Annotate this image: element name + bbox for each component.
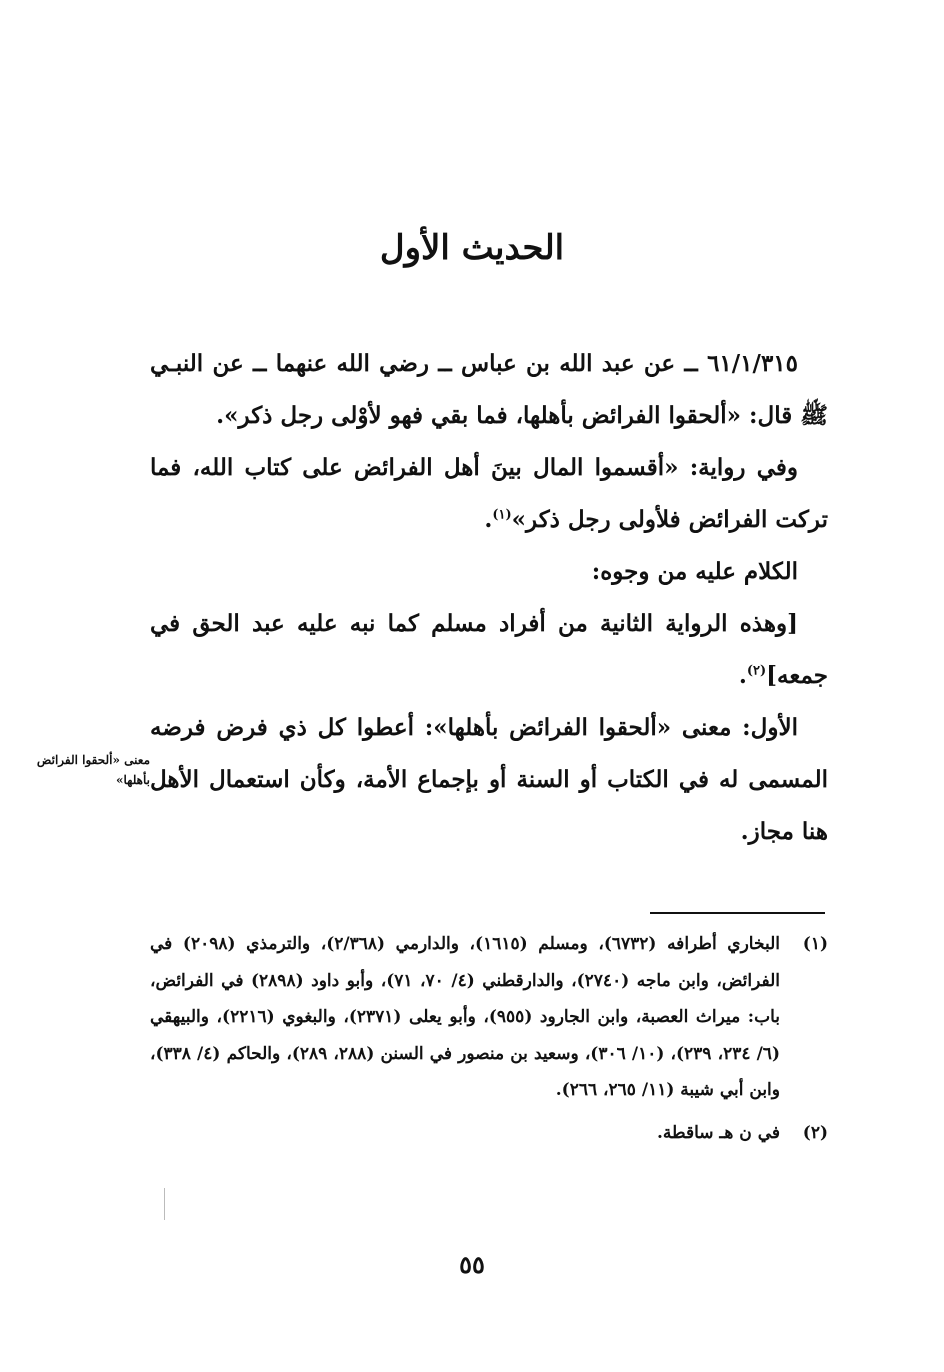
footnote-1	[150, 926, 828, 1109]
first-aspect-paragraph: الأول: معنى «ألحقوا الفرائض بأهلها»: أعطوا كل ذي فرض فرضه المسمى له في الكتاب أو السنة أو بإجماع الأمة، وكأن استعمال الأهل هنا مجاز.	[150, 714, 828, 845]
bracket-paragraph	[150, 598, 828, 702]
footnote-ref-1[interactable]: (١)	[492, 507, 512, 523]
aspects-heading: الكلام عليه من وجوه:	[591, 558, 798, 585]
footnote-number: (٢)	[802, 1122, 828, 1143]
footnote-ref-2[interactable]: (٢)	[746, 663, 767, 679]
page-number: ٥٥	[459, 1250, 485, 1279]
footnote-text: في ن هـ ساقطة.	[656, 1122, 780, 1143]
footnote-2	[150, 1115, 828, 1152]
section-title: الحديث الأول	[379, 228, 565, 268]
footnote-separator	[650, 912, 825, 914]
end-dot: .	[738, 662, 747, 689]
main-text	[150, 338, 828, 858]
narration-text: وفي رواية: «أقسموا المال بينَ أهل الفرائض على كتاب الله، فما تركت الفرائض فلأولى رجل ذكر»	[150, 454, 828, 533]
footnote-number: (١)	[802, 934, 828, 954]
margin-note: معنى «ألحقوا الفرائض بأهلها»	[36, 753, 150, 787]
footnotes	[150, 926, 828, 1157]
narration-paragraph	[150, 442, 828, 546]
hadith-paragraph: ٦١/١/٣١٥ ــ عن عبد الله بن عباس ــ رضي الله عنهما ــ عن النبـي ﷺ قال: «ألحقوا الفرائض بأهلها، فما بقي فهو لأوْلى رجل ذكر».	[150, 350, 828, 429]
end-dot: .	[484, 506, 493, 533]
footnote-text: البخاري أطرافه (٦٧٣٢)، ومسلم (١٦١٥)، والدارمي (٢/٣٦٨)، والترمذي (٢٠٩٨) في الفرائض، وابن ماجه (٢٧٤٠)، والدارقطني (٤/ ٧٠، ٧١)، وأبو داود (٢٨٩٨) في الفرائض، باب: ميراث العصبة، وابن الجارود (٩٥٥)، وأبو يعلى (٢٣٧١)، والبغوي (٢٢١٦)، والبيهقي (٦/ ٢٣٤، ٢٣٩)، (١٠/ ٣٠٦)، وسعيد بن منصور في السنن (٢٨٨، ٢٨٩)، والحاكم (٤/ ٣٣٨)، وابن أبي شيبة (١١/ ٢٦٥، ٢٦٦).	[150, 934, 780, 1100]
scan-mark	[164, 1188, 165, 1220]
bracket-text: [وهذه الرواية الثانية من أفراد مسلم كما نبه عليه عبد الحق في جمعه]	[150, 610, 828, 689]
